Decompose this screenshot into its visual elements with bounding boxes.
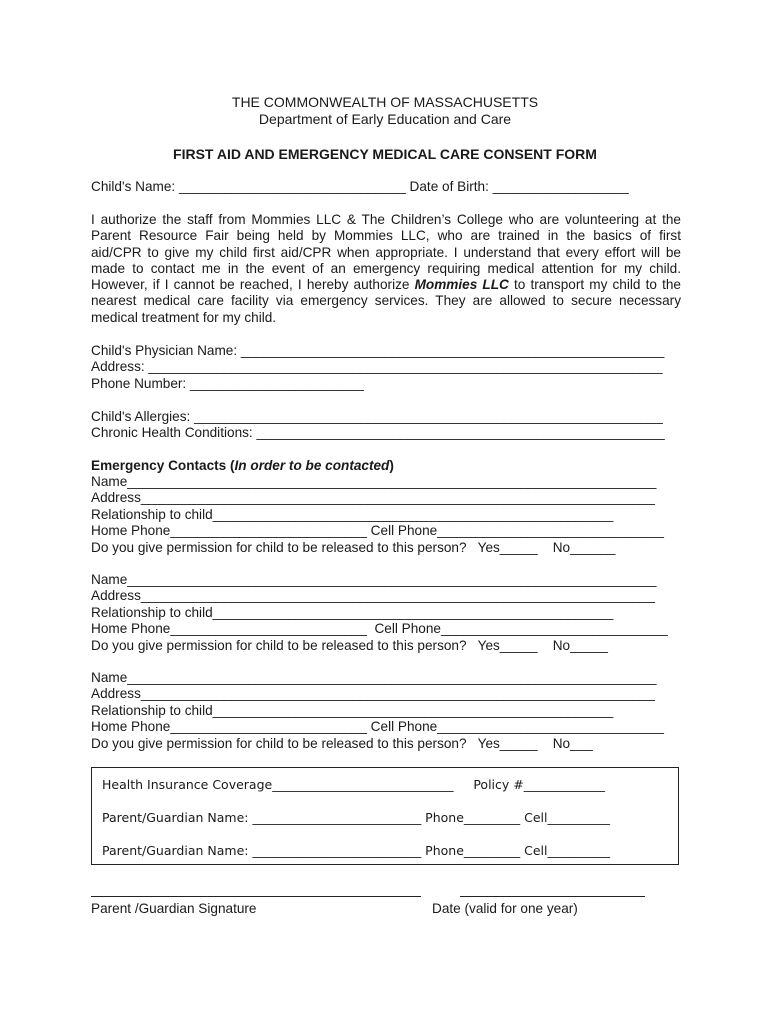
contact-2-permission-field[interactable]: Do you give permission for child to be released to this person? Yes_____ No_____	[91, 638, 608, 653]
mommies-llc-emphasis: Mommies LLC	[414, 277, 509, 293]
physician-phone-field[interactable]: Phone Number: _______________________	[91, 376, 364, 391]
contact-3-permission-field[interactable]: Do you give permission for child to be released to this person? Yes_____ No___	[91, 736, 593, 751]
signature-label: Parent /Guardian Signature	[91, 901, 257, 916]
signature-line[interactable]	[91, 896, 421, 897]
contact-1-permission-field[interactable]: Do you give permission for child to be released to this person? Yes_____ No______	[91, 540, 616, 555]
paragraph-line	[91, 277, 681, 293]
authorization-paragraph	[91, 212, 681, 326]
contact-1-name-field[interactable]: Name______________________________________________________________________	[91, 474, 657, 489]
date-line[interactable]	[460, 896, 645, 897]
paragraph-line: made to contact me in the event of an emergency requiring medical attention for my child.	[91, 260, 681, 276]
allergies-field[interactable]: Child's Allergies: ______________________________________________________________	[91, 409, 663, 424]
heading-text: )	[389, 458, 394, 473]
contact-2-relationship-field[interactable]: Relationship to child_____________________________________________________	[91, 605, 614, 620]
contact-2-phones-field[interactable]: Home Phone__________________________ Cell Phone______________________________	[91, 621, 668, 636]
insurance-coverage-field[interactable]: Health Insurance Coverage_____________________________ Policy #_____________	[102, 777, 605, 792]
paragraph-line: I authorize the staff from Mommies LLC & The Children’s College who are volunteering at the	[91, 212, 681, 227]
form-title: FIRST AID AND EMERGENCY MEDICAL CARE CONSENT FORM	[173, 146, 597, 162]
contact-1-address-field[interactable]: Address____________________________________________________________________	[91, 490, 655, 505]
paragraph-text: to transport my child to the	[508, 277, 681, 293]
emergency-contacts-heading	[91, 458, 394, 474]
child-name-dob-line[interactable]: Child's Name: ______________________________ Date of Birth: __________________	[91, 179, 629, 194]
heading-text: Emergency Contacts (	[91, 458, 235, 473]
date-label: Date (valid for one year)	[432, 901, 578, 916]
contact-3-address-field[interactable]: Address____________________________________________________________________	[91, 686, 655, 701]
contact-1-phones-field[interactable]: Home Phone__________________________ Cell Phone______________________________	[91, 523, 664, 538]
commonwealth-heading: THE COMMONWEALTH OF MASSACHUSETTS	[231, 94, 539, 110]
guardian-2-field[interactable]: Parent/Guardian Name: ___________________________ Phone_________ Cell__________	[102, 843, 610, 858]
paragraph-text: However, if I cannot be reached, I hereby authorize	[91, 277, 415, 293]
contact-3-name-field[interactable]: Name______________________________________________________________________	[91, 670, 657, 685]
paragraph-line: Parent Resource Fair being held by Mommies LLC, who are trained in the basics of first	[91, 228, 681, 244]
physician-name-field[interactable]: Child's Physician Name: ________________________________________________________	[91, 343, 665, 358]
contact-3-phones-field[interactable]: Home Phone__________________________ Cell Phone______________________________	[91, 719, 664, 734]
chronic-conditions-field[interactable]: Chronic Health Conditions: ______________________________________________________	[91, 425, 665, 440]
paragraph-line: medical treatment for my child.	[91, 309, 277, 325]
paragraph-line: aid/CPR to give my child first aid/CPR when appropriate. I understand that every effort will be	[91, 244, 681, 260]
heading-italic-text: In order to be contacted	[234, 458, 390, 473]
guardian-1-field[interactable]: Parent/Guardian Name: ___________________________ Phone_________ Cell__________	[102, 810, 610, 825]
insurance-guardian-box	[91, 767, 679, 865]
department-heading: Department of Early Education and Care	[258, 111, 512, 127]
contact-3-relationship-field[interactable]: Relationship to child_____________________________________________________	[91, 703, 614, 718]
contact-2-name-field[interactable]: Name______________________________________________________________________	[91, 572, 657, 587]
contact-2-address-field[interactable]: Address____________________________________________________________________	[91, 588, 655, 603]
physician-address-field[interactable]: Address: ____________________________________________________________________	[91, 359, 663, 374]
contact-1-relationship-field[interactable]: Relationship to child_____________________________________________________	[91, 507, 614, 522]
paragraph-line: nearest medical care facility via emergency services. They are allowed to secure necessary	[91, 293, 681, 309]
